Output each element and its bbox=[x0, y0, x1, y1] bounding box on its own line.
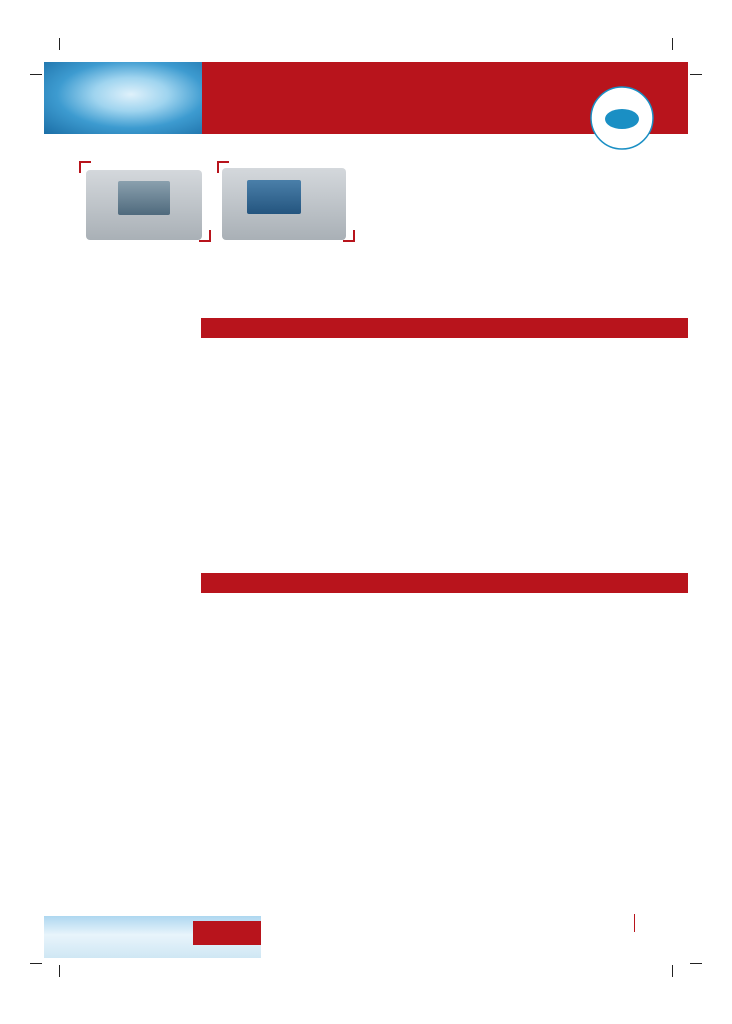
crop-mark bbox=[30, 963, 42, 964]
crop-mark bbox=[59, 38, 60, 50]
crop-mark bbox=[672, 38, 673, 50]
water-drop-image bbox=[44, 62, 202, 134]
section-title-log-periodic bbox=[201, 318, 688, 338]
crop-mark bbox=[690, 74, 702, 75]
amplifier-photo-02 bbox=[222, 168, 346, 240]
page-number-rule bbox=[634, 914, 635, 932]
section-title-uhf-mixed bbox=[201, 573, 688, 593]
brand-logo bbox=[193, 921, 261, 945]
crop-mark bbox=[672, 965, 673, 977]
crop-mark bbox=[59, 965, 60, 977]
crop-mark bbox=[30, 74, 42, 75]
amplifier-photo-01 bbox=[86, 170, 202, 240]
dtt-compatible-badge bbox=[590, 86, 654, 150]
crop-mark bbox=[690, 963, 702, 964]
